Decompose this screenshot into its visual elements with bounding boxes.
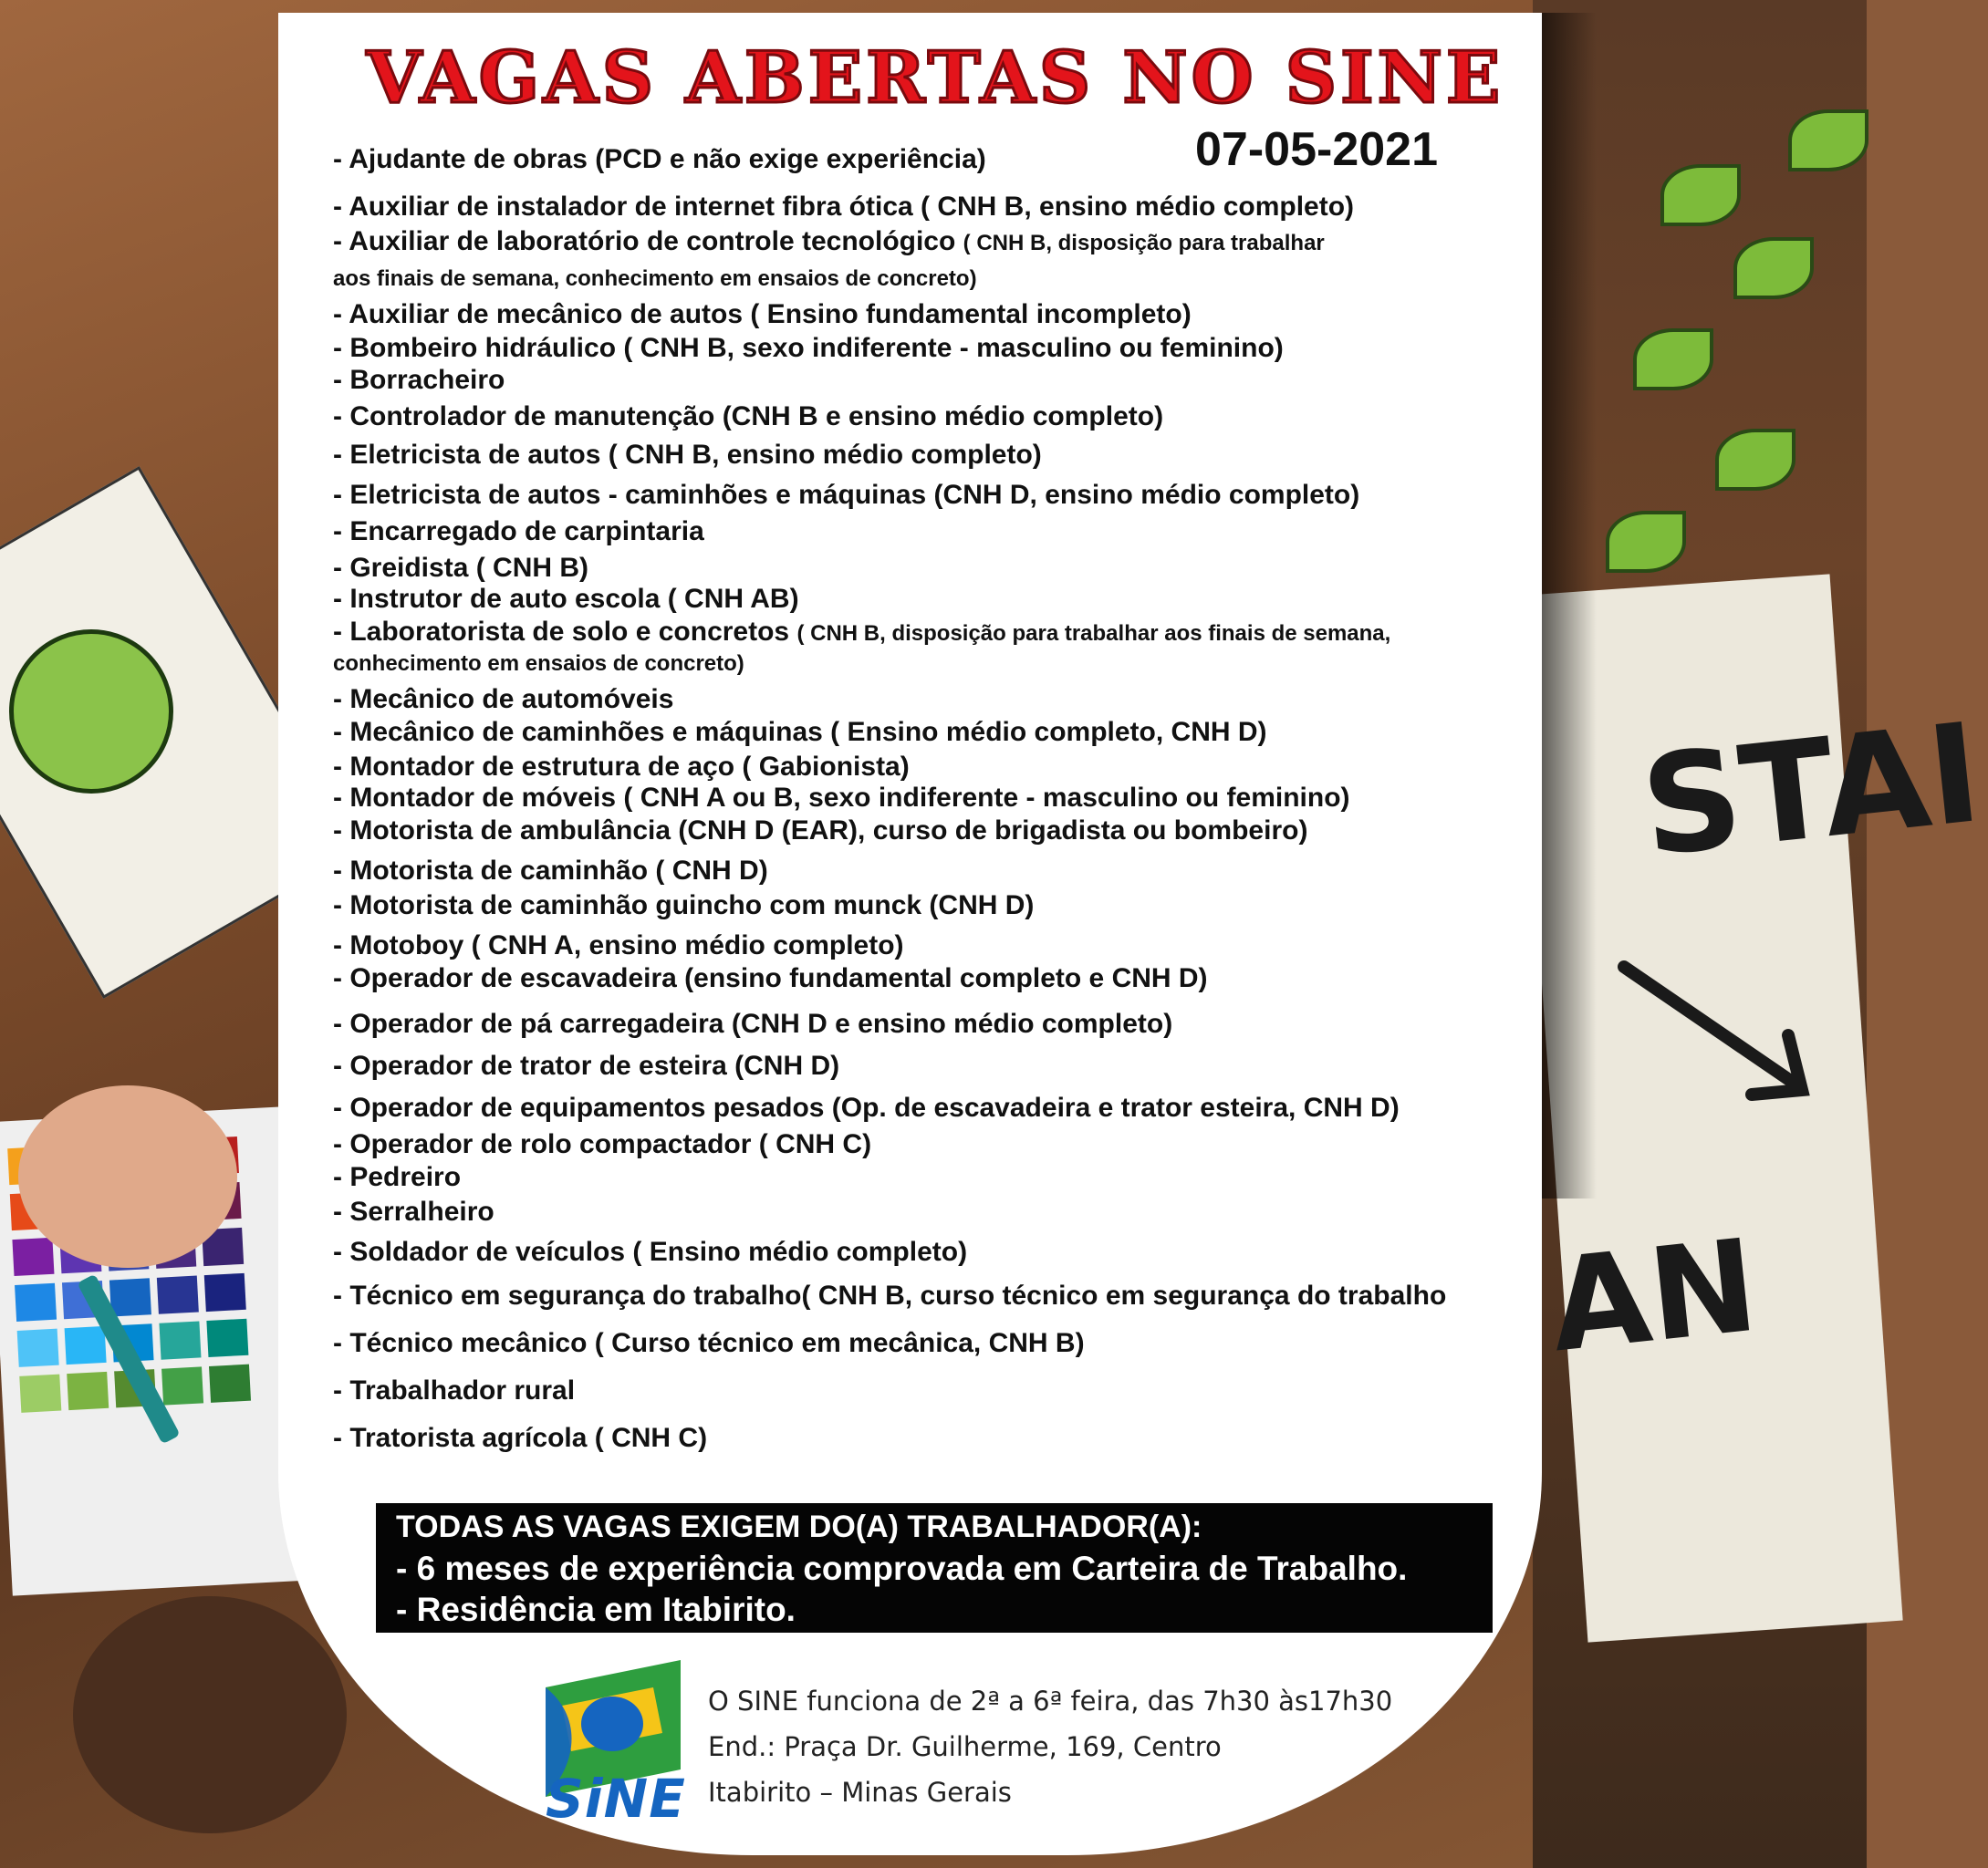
job-item: - Motorista de caminhão guincho com munck (CNH D) <box>333 890 1035 920</box>
notice-line-residence: - Residência em Itabirito. <box>396 1591 796 1628</box>
job-item: - Operador de equipamentos pesados (Op. de escavadeira e trator esteira, CNH D) <box>333 1093 1400 1123</box>
info-city: Itabirito – Minas Gerais <box>708 1777 1012 1808</box>
job-item: - Mecânico de caminhões e máquinas ( Ensino médio completo, CNH D) <box>333 717 1267 747</box>
background-word-stai: STAI <box>1634 694 1988 887</box>
leaf-drawing <box>1606 511 1686 573</box>
panel-shadow <box>1542 13 1597 1199</box>
job-item: - Técnico em segurança do trabalho( CNH B, curso técnico em segurança do trabalho <box>333 1281 1447 1311</box>
background-word-an: AN <box>1544 1211 1764 1382</box>
job-item: - Pedreiro <box>333 1162 462 1192</box>
job-item: - Auxiliar de instalador de internet fibra ótica ( CNH B, ensino médio completo) <box>333 192 1355 222</box>
hand-left <box>18 1085 237 1268</box>
job-item: - Motorista de caminhão ( CNH D) <box>333 856 768 886</box>
job-item: - Tratorista agrícola ( CNH C) <box>333 1423 708 1453</box>
leaf-drawing <box>1633 328 1713 390</box>
notice-line-experience: - 6 meses de experiência comprovada em Carteira de Trabalho. <box>396 1550 1408 1587</box>
job-item: - Operador de trator de esteira (CNH D) <box>333 1051 840 1081</box>
job-item: - Laboratorista de solo e concretos ( CNH B, disposição para trabalhar aos finais de semana, <box>333 617 1391 647</box>
job-item: - Operador de rolo compactador ( CNH C) <box>333 1129 872 1159</box>
page-title: VAGAS ABERTAS NO SINE <box>366 36 1504 119</box>
info-hours: O SINE funciona de 2ª a 6ª feira, das 7h30 às17h30 <box>708 1686 1393 1717</box>
sine-logo-text: SiNE <box>546 1768 686 1830</box>
arrow-drawing <box>1615 949 1825 1131</box>
job-item: - Montador de móveis ( CNH A ou B, sexo indiferente - masculino ou feminino) <box>333 783 1350 813</box>
notice-heading: TODAS AS VAGAS EXIGEM DO(A) TRABALHADOR(A): <box>396 1510 1202 1544</box>
job-item: - Encarregado de carpintaria <box>333 516 704 546</box>
leaf-drawing <box>1788 109 1868 171</box>
flyer-date: 07-05-2021 <box>1195 123 1438 176</box>
job-item: - Ajudante de obras (PCD e não exige experiência) <box>333 144 986 174</box>
hand-bottom <box>73 1596 347 1833</box>
job-item-continuation: aos finais de semana, conhecimento em ensaios de concreto) <box>333 266 977 291</box>
job-item: - Técnico mecânico ( Curso técnico em mecânica, CNH B) <box>333 1328 1085 1358</box>
job-item: - Montador de estrutura de aço ( Gabionista) <box>333 752 910 782</box>
job-item: - Eletricista de autos ( CNH B, ensino médio completo) <box>333 440 1042 470</box>
job-item: - Instrutor de auto escola ( CNH AB) <box>333 584 799 614</box>
job-item: - Greidista ( CNH B) <box>333 553 589 583</box>
job-item: - Bombeiro hidráulico ( CNH B, sexo indiferente - masculino ou feminino) <box>333 333 1284 363</box>
job-item: - Eletricista de autos - caminhões e máquinas (CNH D, ensino médio completo) <box>333 480 1360 510</box>
job-item: - Auxiliar de mecânico de autos ( Ensino fundamental incompleto) <box>333 299 1192 329</box>
job-item: - Operador de pá carregadeira (CNH D e ensino médio completo) <box>333 1009 1173 1039</box>
job-item: - Trabalhador rural <box>333 1375 576 1406</box>
job-item: - Auxiliar de laboratório de controle tecnológico ( CNH B, disposição para trabalhar <box>333 226 1325 256</box>
leaf-drawing <box>1660 164 1741 226</box>
apple-drawing <box>9 629 173 794</box>
requirements-notice <box>376 1503 1493 1633</box>
job-item: - Borracheiro <box>333 365 505 395</box>
job-item: - Soldador de veículos ( Ensino médio completo) <box>333 1237 968 1267</box>
job-item: - Operador de escavadeira (ensino fundamental completo e CNH D) <box>333 963 1208 993</box>
leaf-drawing <box>1715 429 1795 491</box>
job-item: - Controlador de manutenção (CNH B e ensino médio completo) <box>333 401 1164 431</box>
job-item: - Serralheiro <box>333 1197 494 1227</box>
job-item: - Motorista de ambulância (CNH D (EAR), curso de brigadista ou bombeiro) <box>333 815 1308 846</box>
job-item: - Mecânico de automóveis <box>333 684 674 714</box>
job-item: - Motoboy ( CNH A, ensino médio completo) <box>333 930 904 960</box>
leaf-drawing <box>1733 237 1814 299</box>
info-address: End.: Praça Dr. Guilherme, 169, Centro <box>708 1731 1222 1762</box>
job-item-continuation: conhecimento em ensaios de concreto) <box>333 651 744 676</box>
